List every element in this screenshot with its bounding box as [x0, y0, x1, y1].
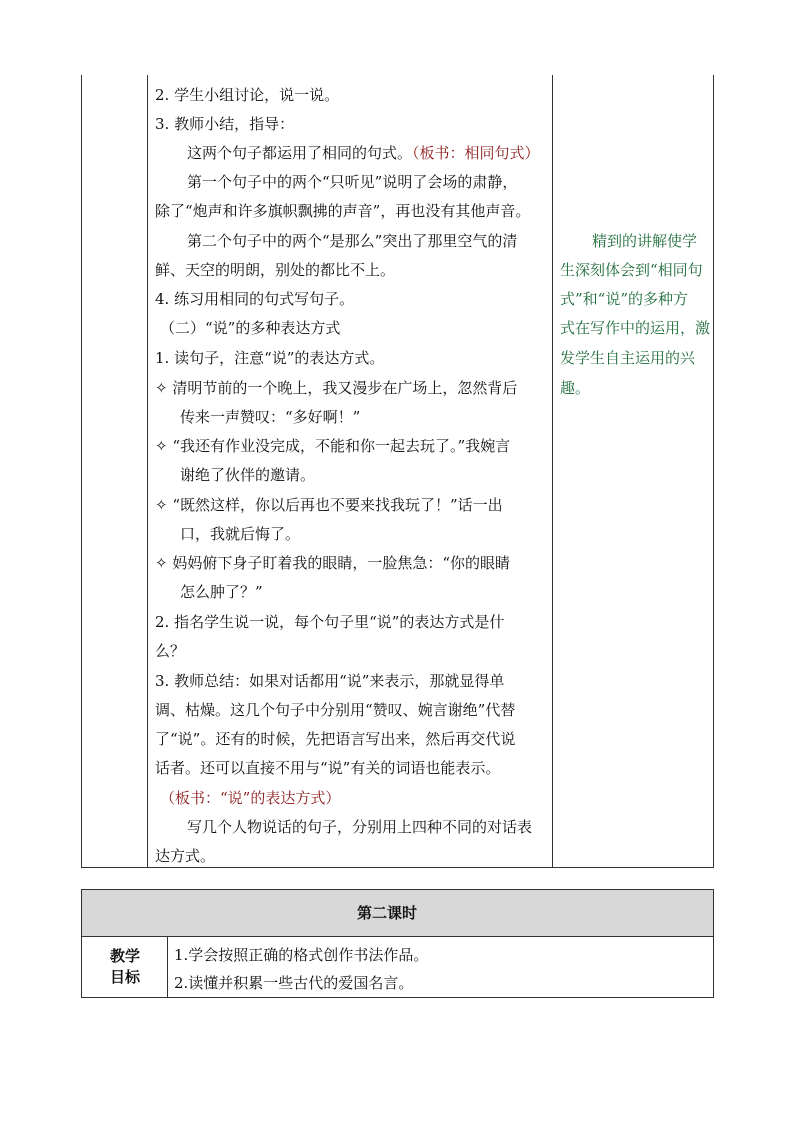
example-1-line2: 传来一声赞叹：“多好啊！”: [180, 408, 361, 426]
goal-2-text: 2.读懂并积累一些古代的爱国名言。: [174, 974, 414, 992]
lesson-title: 第二课时: [357, 904, 418, 922]
board-note-say-expressions: （板书：“说”的表达方式）: [160, 789, 341, 807]
read-sentences-text: 1. 读句子，注意“说”的表达方式。: [155, 349, 385, 367]
teacher-summary-line3: 了“说”。还有的时候，先把语言写出来，然后再交代说: [155, 730, 516, 748]
explanation-1-line2: 除了“炮声和许多旗帜飘拂的声音”，再也没有其他声音。: [155, 202, 531, 220]
step-3-text: 3. 教师小结，指导：: [155, 115, 295, 133]
summary-line: [187, 143, 540, 163]
example-2-line1: ✧ “我还有作业没完成，不能和你一起去玩了。”我婉言: [155, 437, 511, 455]
exercise-line2: 达方式。: [155, 847, 216, 865]
example-1-line1: ✧ 清明节前的一个晚上，我又漫步在广场上，忽然背后: [155, 379, 518, 397]
student-discussion-line2: 么？: [155, 642, 186, 660]
side-note-line5: 发学生自主运用的兴: [560, 349, 696, 367]
table-border-left: [81, 75, 82, 867]
teacher-summary-line4: 话者。还可以直接不用与“说”有关的词语也能表示。: [155, 759, 501, 777]
goal-1-text: 1.学会按照正确的格式创作书法作品。: [174, 946, 429, 964]
lower-border-right: [713, 889, 714, 998]
example-2-line2: 谢绝了伙伴的邀请。: [180, 466, 316, 484]
goals-label-line2: 目标: [110, 968, 141, 986]
teacher-summary-line1: 3. 教师总结：如果对话都用“说”来表示，那就显得单: [155, 672, 505, 690]
explanation-2-line2: 鲜、天空的明朗，别处的都比不上。: [155, 261, 396, 279]
side-note-line1: 精到的讲解使学: [592, 232, 698, 250]
lower-border-mid: [81, 936, 714, 937]
explanation-1-line1: 第一个句子中的两个“只听见”说明了会场的肃静，: [187, 173, 518, 191]
table-border-bottom: [81, 867, 714, 868]
side-note-line6: 趣。: [560, 379, 591, 397]
lower-border-top: [81, 889, 714, 890]
step-4-text: 4. 练习用相同的句式写句子。: [155, 290, 355, 308]
side-note-line3: 式”和“说”的多种方: [560, 290, 689, 308]
example-4-line1: ✧ 妈妈俯下身子盯着我的眼睛，一脸焦急：“你的眼睛: [155, 554, 511, 572]
explanation-2-line1: 第二个句子中的两个“是那么”突出了那里空气的清: [187, 232, 518, 250]
example-3-line2: 口，我就后悔了。: [180, 525, 301, 543]
board-note-same-pattern: （板书：相同句式）: [412, 144, 540, 162]
table-border-col2: [552, 75, 553, 867]
summary-text: 这两个句子都运用了相同的句式。: [187, 144, 413, 162]
side-note-line2: 生深刻体会到“相同句: [560, 261, 703, 279]
exercise-line1: 写几个人物说话的句子，分别用上四种不同的对话表: [187, 818, 533, 836]
example-3-line1: ✧ “既然这样，你以后再也不要来找我玩了！”话一出: [155, 496, 503, 514]
table-border-col1: [147, 75, 148, 867]
student-discussion-line1: 2. 指名学生说一说，每个句子里“说”的表达方式是什: [155, 613, 505, 631]
lower-border-left: [81, 889, 82, 998]
lower-border-col1: [167, 936, 168, 998]
section-2-heading: （二）“说”的多种表达方式: [160, 319, 341, 337]
step-2-text: 2. 学生小组讨论，说一说。: [155, 86, 340, 104]
table-border-right: [713, 75, 714, 867]
teacher-summary-line2: 调、枯燥。这几个句子中分别用“赞叹、婉言谢绝”代替: [155, 701, 516, 719]
side-note-line4: 式在写作中的运用，激: [560, 319, 711, 337]
lower-border-bottom: [81, 997, 714, 998]
goals-label-line1: 教学: [110, 947, 141, 965]
example-4-line2: 怎么肿了？”: [180, 583, 263, 601]
